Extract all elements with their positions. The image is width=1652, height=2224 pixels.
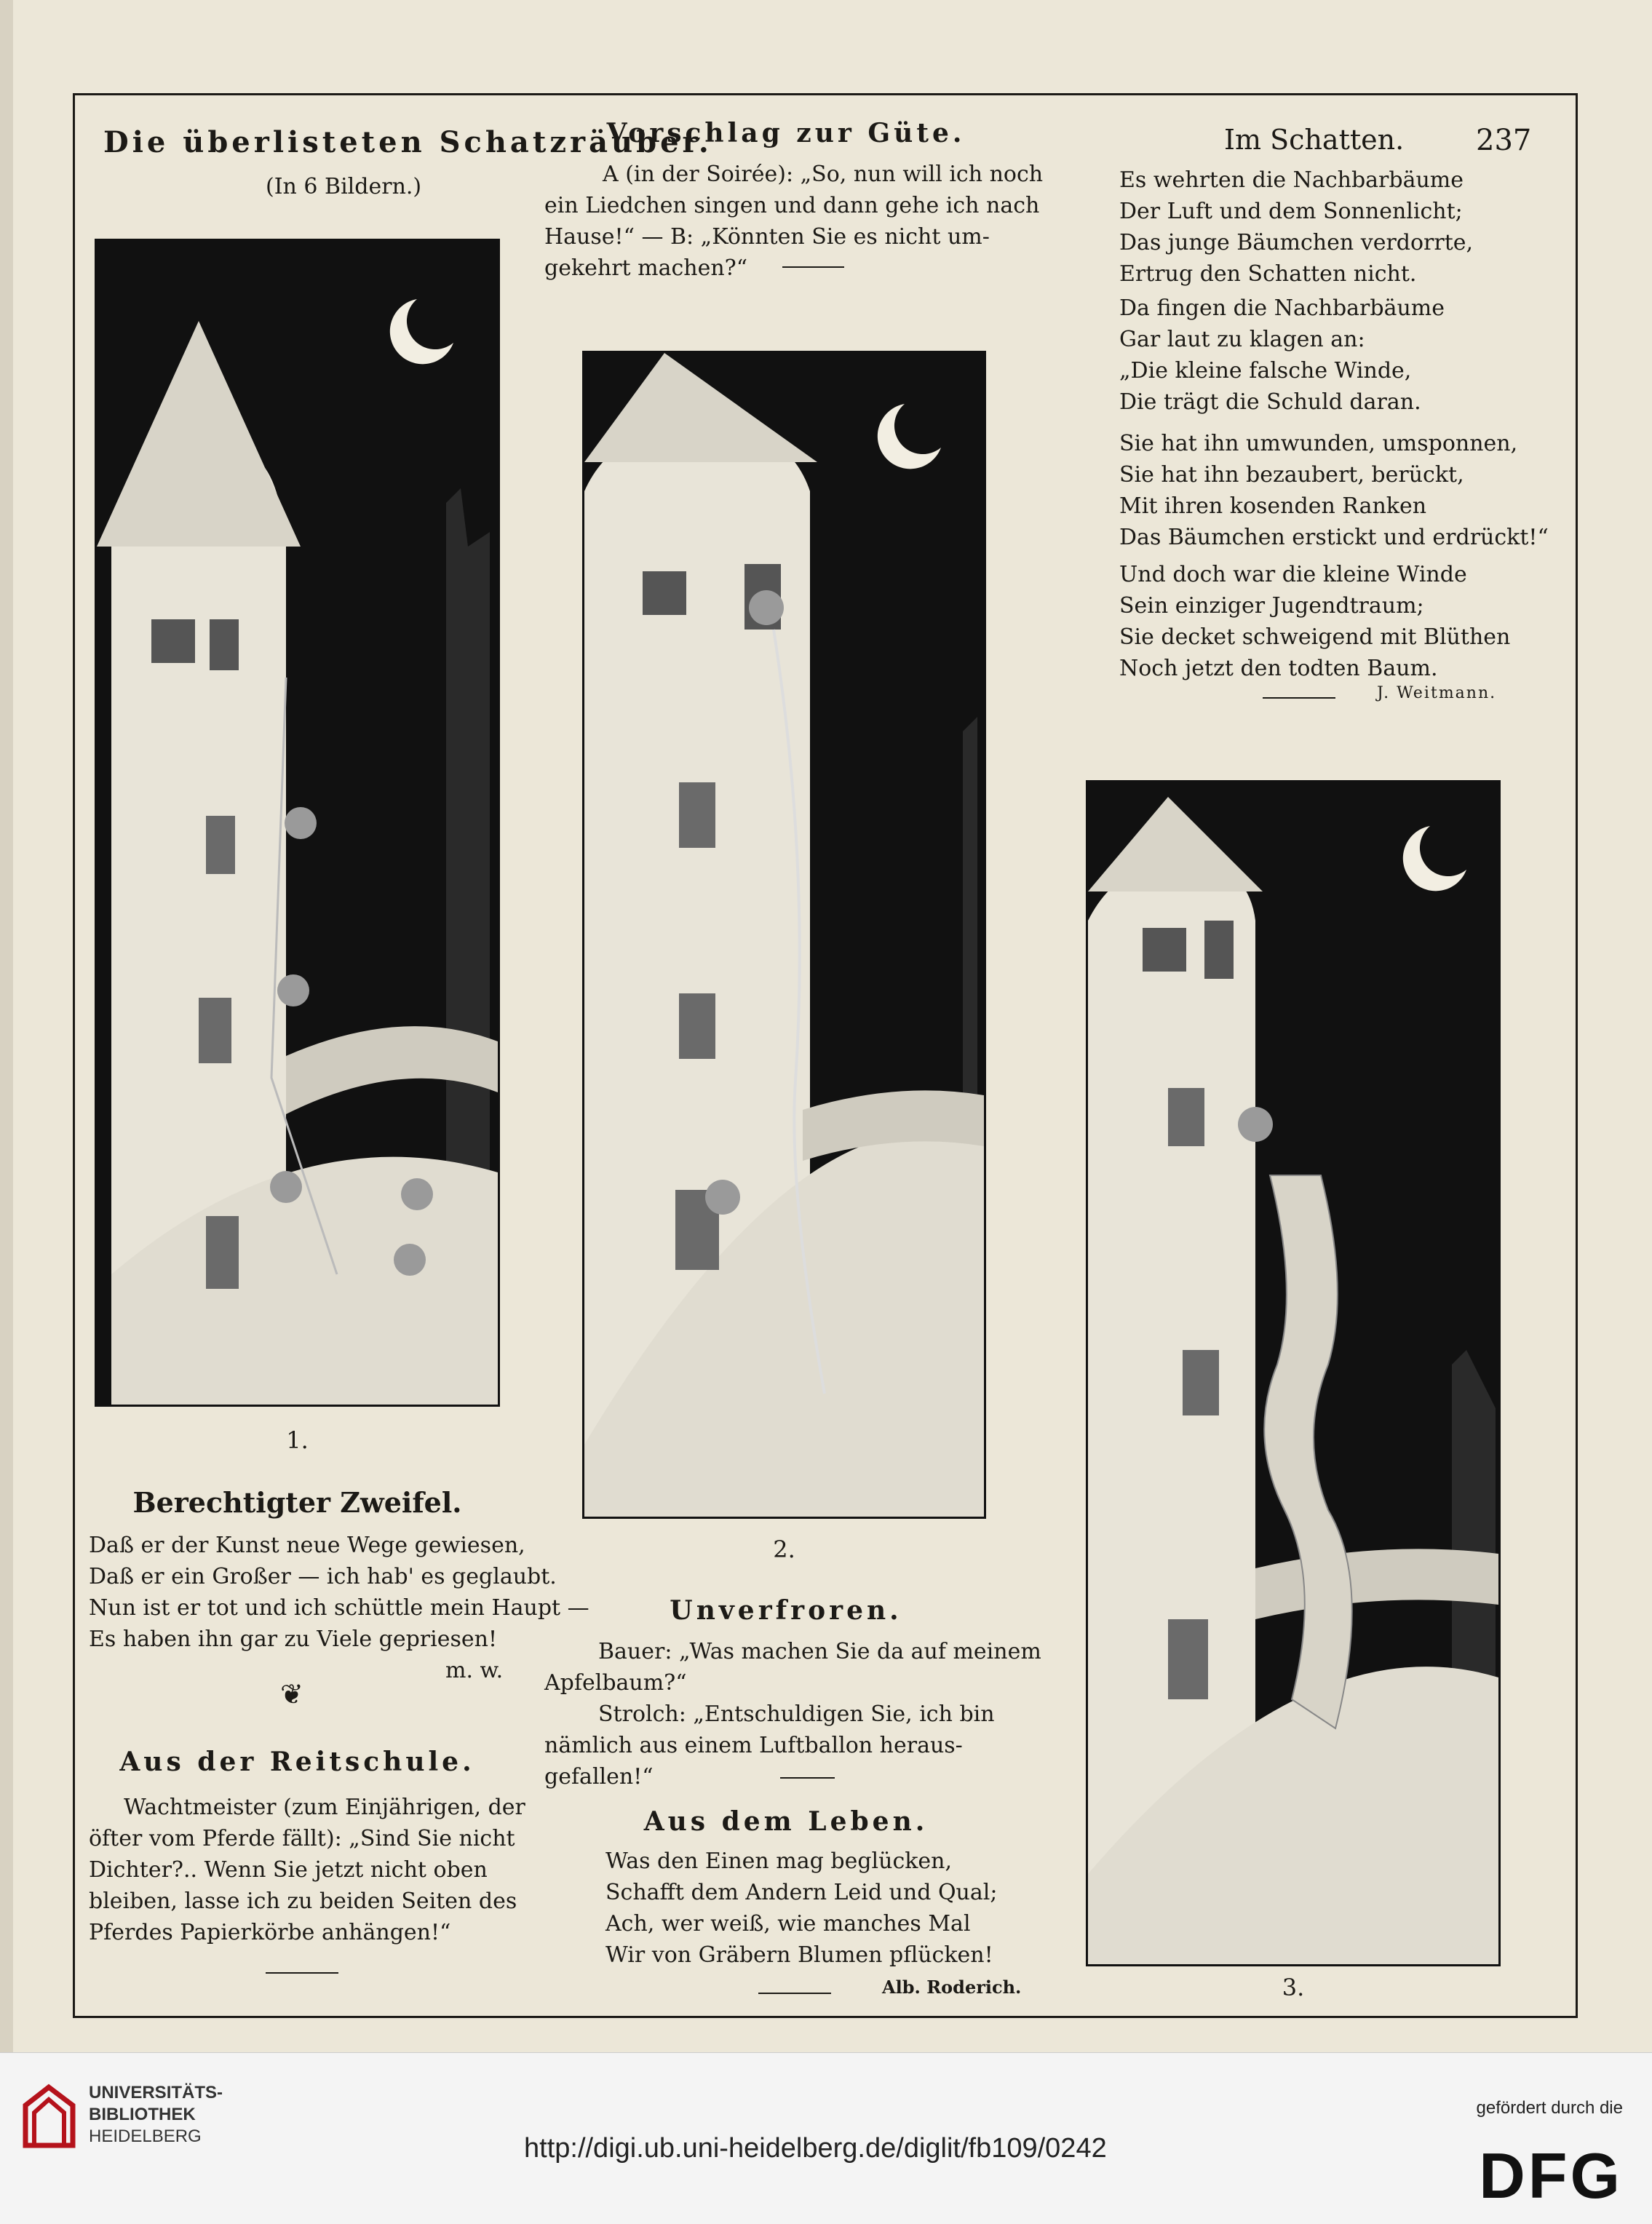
col2-joke1-body [544, 159, 1043, 284]
divider-rule [780, 1777, 835, 1779]
col2-poem2-body [605, 1846, 997, 1971]
col2-joke1-line: gekehrt machen?“ [544, 255, 748, 281]
col2-poem2-line: Wir von Gräbern Blumen pflücken! [605, 1942, 993, 1968]
col2-joke2-line: Strolch: „Entschuldigen Sie, ich bin [598, 1701, 995, 1727]
joke1-line: Wachtmeister (zum Einjährigen, der [124, 1795, 525, 1820]
page-gutter [0, 0, 13, 2052]
joke1-line: öfter vom Pferde fällt): „Sind Sie nicht [89, 1826, 515, 1851]
illustration-2 [582, 351, 986, 1519]
divider-rule [1263, 697, 1335, 699]
joke1-line: Pferdes Papierkörbe anhängen!“ [89, 1920, 451, 1945]
poem1-title: Berechtigter Zweifel. [132, 1486, 462, 1519]
col2-joke2-line: Apfelbaum?“ [544, 1670, 687, 1696]
col3-line: Das junge Bäumchen verdorrte, [1119, 230, 1474, 255]
col2-poem2-author: Alb. Roderich. [882, 1977, 1022, 1998]
col1-subtitle: (In 6 Bildern.) [266, 174, 422, 199]
col2-joke1-line: Hause!“ — B: „Könnten Sie es nicht um- [544, 224, 990, 250]
col3-line: Der Luft und dem Sonnenlicht; [1119, 199, 1463, 224]
permalink-url[interactable]: http://digi.ub.uni-heidelberg.de/diglit/fb109/0242 [524, 2133, 1107, 2164]
illustration-1 [95, 239, 500, 1407]
col3-line: Es wehrten die Nachbarbäume [1119, 167, 1464, 193]
col2-joke2-line: gefallen!“ [544, 1764, 654, 1790]
joke1-body [89, 1792, 525, 1948]
col3-line: Ertrug den Schatten nicht. [1119, 261, 1417, 287]
library-name-line: UNIVERSITÄTS- [89, 2083, 223, 2102]
col2-joke1-line: A (in der Soirée): „So, nun will ich noch [603, 162, 1044, 187]
figure-3-number: 3. [1282, 1974, 1305, 2001]
page-number: 237 [1476, 124, 1532, 157]
library-logo-icon [18, 2084, 80, 2153]
col2-poem2-line: Ach, wer weiß, wie manches Mal [605, 1911, 971, 1937]
poem1-body [89, 1530, 589, 1655]
col2-joke2-title: Unverfroren. [670, 1595, 902, 1626]
figure-1-number: 1. [286, 1426, 309, 1454]
poem1-line: Es haben ihn gar zu Viele gepriesen! [89, 1627, 498, 1652]
col3-line: Die trägt die Schuld daran. [1119, 389, 1421, 415]
col2-poem2-line: Was den Einen mag beglücken, [605, 1848, 953, 1874]
col3-line: Und doch war die kleine Winde [1119, 562, 1467, 587]
col2-joke2-body [544, 1636, 1041, 1792]
col2-poem2-title: Aus dem Leben. [643, 1806, 929, 1837]
library-name-line: HEIDELBERG [89, 2126, 202, 2146]
ornament-icon: ❦ [280, 1678, 303, 1710]
joke1-title: Aus der Reitschule. [119, 1747, 475, 1777]
poem1-line: Daß er der Kunst neue Wege gewiesen, [89, 1533, 525, 1558]
col1-title: Die überlisteten Schatzräuber. [103, 125, 712, 159]
digitization-footer [0, 2052, 1652, 2224]
col3-line: Gar laut zu klagen an: [1119, 327, 1365, 352]
col2-joke2-line: Bauer: „Was machen Sie da auf meinem [598, 1639, 1041, 1664]
figure-2-number: 2. [773, 1536, 795, 1563]
divider-rule [782, 266, 844, 268]
joke1-line: bleiben, lasse ich zu beiden Seiten des [89, 1889, 517, 1914]
library-name-line: BIBLIOTHEK [89, 2105, 196, 2124]
col2-poem2-line: Schafft dem Andern Leid und Qual; [605, 1880, 998, 1905]
col2-joke1-line: ein Liedchen singen und dann gehe ich nach [544, 193, 1040, 218]
poem1-line: Nun ist er tot und ich schüttle mein Haupt — [89, 1595, 589, 1621]
col3-line: Sie hat ihn umwunden, umsponnen, [1119, 431, 1518, 456]
col3-line: Noch jetzt den todten Baum. [1119, 656, 1438, 681]
col2-joke1-title: Vorschlag zur Güte. [606, 118, 966, 148]
col3-stanza-1 [1119, 164, 1473, 290]
col3-line: Da fingen die Nachbarbäume [1119, 295, 1445, 321]
dfg-logo: DFG [1479, 2140, 1623, 2212]
funded-by-text: gefördert durch die [1476, 2098, 1623, 2118]
col3-author: J. Weitmann. [1377, 684, 1497, 702]
col3-line: „Die kleine falsche Winde, [1119, 358, 1412, 384]
col3-line: Sein einziger Jugendtraum; [1119, 593, 1424, 619]
divider-rule [266, 1972, 338, 1974]
poem1-author: m. w. [445, 1658, 504, 1683]
col3-title: Im Schatten. [1224, 124, 1405, 156]
col3-stanza-2 [1119, 293, 1445, 418]
col3-line: Sie decket schweigend mit Blüthen [1119, 624, 1511, 650]
illustration-3 [1086, 780, 1501, 1966]
col3-line: Sie hat ihn bezaubert, berückt, [1119, 462, 1464, 488]
col3-stanza-3 [1119, 428, 1549, 553]
col2-joke2-line: nämlich aus einem Luftballon heraus- [544, 1733, 963, 1758]
col3-line: Mit ihren kosenden Ranken [1119, 493, 1427, 519]
poem1-line: Daß er ein Großer — ich hab' es geglaubt. [89, 1564, 557, 1589]
divider-rule [758, 1993, 831, 1994]
joke1-line: Dichter?.. Wenn Sie jetzt nicht oben [89, 1857, 488, 1883]
col3-stanza-4 [1119, 559, 1510, 684]
col3-line: Das Bäumchen erstickt und erdrückt!“ [1119, 525, 1549, 550]
